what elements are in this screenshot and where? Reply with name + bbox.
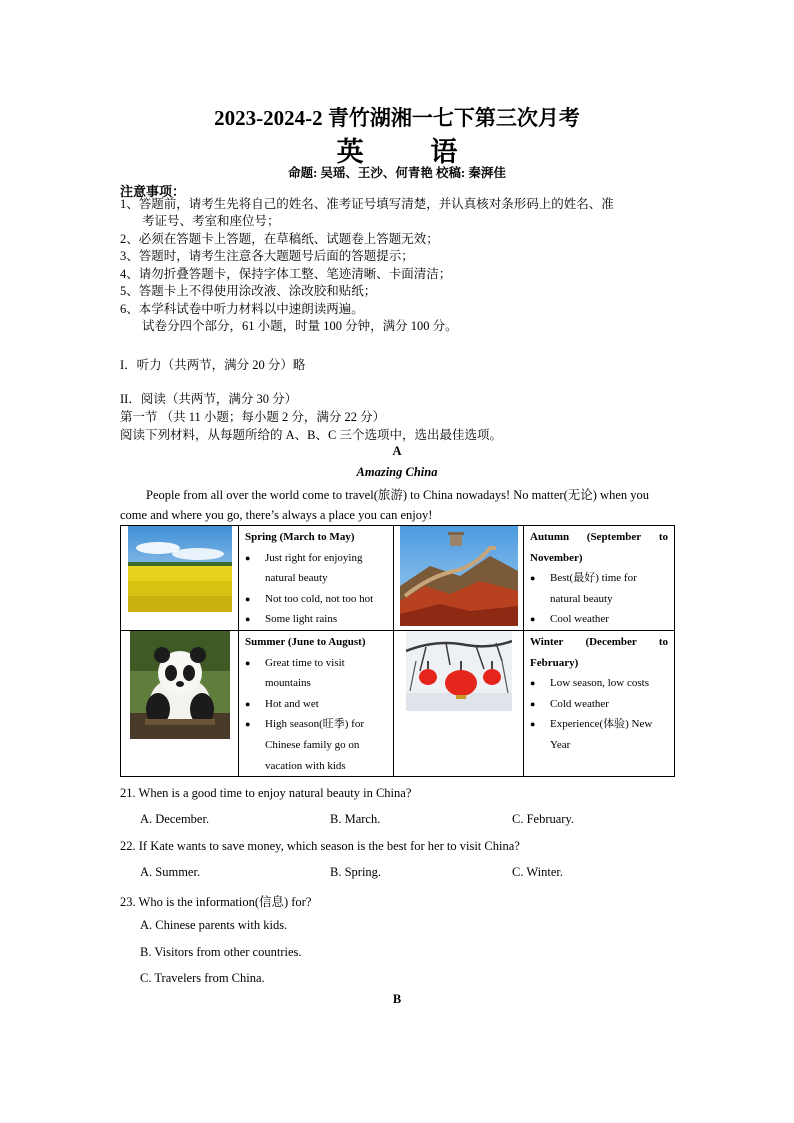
exam-subject: 英 语 — [336, 137, 488, 167]
winter-heading: to — [658, 635, 668, 648]
question-option: C. Travelers from China. — [140, 971, 265, 985]
notice-heading: 注意事项： — [120, 184, 186, 199]
spring-item: ● Not too cold, not too hot — [245, 589, 387, 610]
red-lanterns-image — [406, 631, 512, 711]
notice-item: 4、请勿折叠答题卡，保持字体工整、笔迹清晰、卡面清洁； — [120, 267, 452, 281]
panda-image — [130, 631, 230, 739]
summer-item: ● Hot and wet — [245, 694, 387, 715]
section-listening: I．听力（共两节，满分 20 分）略 — [120, 358, 306, 372]
summer-text-cell — [239, 630, 394, 776]
notice-item: 考证号、考室和座位号； — [142, 214, 280, 228]
passage-title: Amazing China — [356, 465, 438, 479]
exam-authors: 命题: 吴瑶、王沙、何青艳 校稿: 秦湃佳 — [288, 166, 506, 180]
winter-text-cell — [524, 630, 675, 776]
question-option: A. Chinese parents with kids. — [140, 918, 288, 932]
autumn-heading: Autumn — [530, 531, 570, 543]
autumn-heading: to — [658, 531, 668, 543]
question-option: B. Spring. — [330, 865, 382, 879]
question-option: B. March. — [330, 812, 381, 826]
section-reading: II．阅读（共两节，满分 30 分） — [120, 392, 298, 406]
notice-item: 3、答题时，请考生注意各大题题号后面的答题提示； — [120, 249, 414, 263]
notice-item: 5、答题卡上不得使用涂改液、涂改胶和贴纸； — [120, 284, 377, 298]
winter-item: ● Low season, low costs — [530, 673, 668, 694]
notice-item: 6、本学科试卷中听力材料以中速朗读两遍。 — [120, 302, 364, 316]
winter-image-cell — [394, 630, 524, 776]
spring-item: ● Just right for enjoying natural beauty — [245, 548, 387, 589]
question-option: B. Visitors from other countries. — [140, 945, 302, 959]
exam-title: 2023-2024-2 青竹湖湘一七下第三次月考 — [214, 106, 580, 130]
section-part1: 第一节 （共 11 小题；每小题 2 分，满分 22 分） — [120, 410, 386, 424]
winter-item: ● Cold weather — [530, 694, 668, 715]
spring-item: ● Some light rains — [245, 609, 387, 630]
question-option: C. February. — [512, 812, 575, 826]
passage-letter: A — [392, 444, 402, 458]
season-table — [120, 525, 675, 777]
summer-heading: Summer (June to August) — [245, 635, 366, 648]
question-stem: 23. Who is the information(信息) for? — [120, 895, 312, 909]
question-option: A. Summer. — [140, 865, 201, 879]
autumn-text-cell — [524, 526, 675, 631]
summer-image-cell — [121, 630, 239, 776]
winter-heading: (December — [585, 635, 637, 648]
winter-heading: February) — [530, 656, 579, 669]
winter-item: ● Experience(体验) New Year — [530, 714, 668, 755]
spring-text-cell — [239, 526, 394, 631]
autumn-heading: November) — [530, 551, 583, 564]
question-option: A. December. — [140, 812, 210, 826]
autumn-heading: (September — [586, 531, 642, 543]
notice-item: 2、必须在答题卡上答题，在草稿纸、试题卷上答题无效； — [120, 232, 439, 246]
notice-item: 试卷分四个部分，61 小题，时量 100 分钟，满分 100 分。 — [142, 319, 458, 333]
question-option: C. Winter. — [512, 865, 564, 879]
winter-heading: Winter — [530, 635, 564, 648]
great-wall-image — [400, 526, 518, 626]
section-instruction: 阅读下列材料，从每题所给的 A、B、C 三个选项中，选出最佳选项。 — [120, 428, 502, 442]
question-stem: 22. If Kate wants to save money, which season is the best for her to visit China? — [120, 839, 520, 853]
rapeseed-field-image — [128, 526, 232, 612]
spring-heading: Spring (March to May) — [245, 531, 355, 543]
spring-image-cell — [121, 526, 239, 631]
question-stem: 21. When is a good time to enjoy natural beauty in China? — [120, 786, 412, 800]
autumn-item: ● Best(最好) time for natural beauty — [530, 568, 668, 609]
notice-item: 1、答题前，请考生先将自己的姓名、准考证号填写清楚，并认真核对条形码上的姓名、准 — [120, 197, 614, 211]
passage-text: People from all over the world come to travel(旅游) to China nowadays! No matter(无论) when you come and where you go, there’s always a place you can enjoy! — [120, 488, 649, 522]
autumn-image-cell — [394, 526, 524, 631]
summer-item: ● High season(旺季) for Chinese family go on vacation with kids — [245, 714, 387, 776]
passage-letter: B — [392, 992, 402, 1006]
summer-item: ● Great time to visit mountains — [245, 653, 387, 694]
autumn-item: ● Cool weather — [530, 609, 668, 630]
